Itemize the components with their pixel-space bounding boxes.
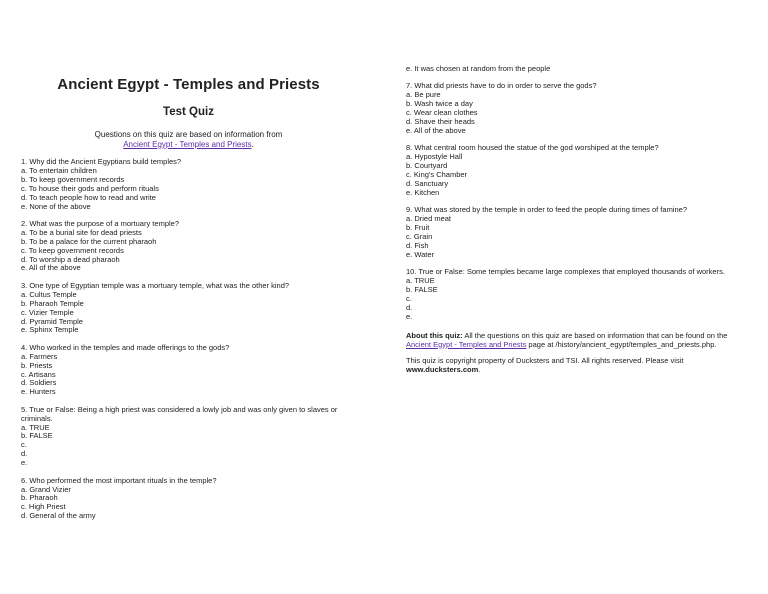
answer-option: e. Water (406, 249, 435, 259)
answer-option: d. General of the army (21, 511, 96, 521)
question-text: 5. True or False: Being a high priest was considered a lowly job and was only given to slaves or criminals. (21, 404, 340, 423)
answer-option: d. To worship a dead pharaoh (21, 254, 120, 264)
answer-option: a. Grand Vizier (21, 484, 71, 494)
answer-option: d. (406, 302, 413, 312)
answer-option: a. Be pure (406, 90, 441, 100)
answer-option: b. Pharaoh (21, 493, 58, 503)
answer-option: a. Farmers (21, 351, 58, 361)
question-block (21, 282, 356, 335)
question-text: 7. What did priests have to do in order to serve the gods? (406, 81, 597, 91)
answer-option: d. Pyramid Temple (21, 316, 83, 326)
intro-link[interactable]: Ancient Egypt - Temples and Priests (123, 140, 252, 149)
question-block (21, 477, 356, 522)
answer-option: c. King's Chamber (406, 170, 468, 180)
question-block (406, 268, 751, 321)
answer-option: b. Priests (21, 360, 53, 370)
answer-option: b. FALSE (406, 285, 438, 295)
question-text: 8. What central room housed the statue of the god worshiped at the temple? (406, 143, 659, 153)
answer-option: e. All of the above (406, 125, 466, 135)
answer-option: b. Fruit (406, 223, 430, 233)
about-quiz (406, 332, 751, 350)
answer-option: e. It was chosen at random from the people (406, 64, 551, 73)
question-block (406, 144, 751, 197)
copyright-suffix: . (478, 365, 481, 375)
answer-option: b. To keep government records (21, 174, 125, 184)
answer-option: b. FALSE (21, 431, 53, 441)
answer-option: e. (406, 311, 413, 321)
question-block (21, 344, 356, 397)
left-column (21, 76, 356, 530)
answer-option: c. Wear clean clothes (406, 108, 478, 118)
answer-option: e. Kitchen (406, 187, 440, 197)
answer-option: c. High Priest (21, 502, 66, 512)
question-block (21, 220, 356, 273)
about-label: About this quiz: (406, 330, 463, 340)
copyright-text: This quiz is copyright property of Ducksters and TSI. All rights reserved. Please visit (406, 356, 684, 366)
question-text: 9. What was stored by the temple in order to feed the people during times of famine? (406, 205, 687, 215)
answer-option: b. To be a palace for the current pharaoh (21, 236, 157, 246)
answer-option: c. To keep government records (21, 245, 124, 255)
answer-option: a. Cultus Temple (21, 289, 77, 299)
question-block (21, 158, 356, 211)
question-block (406, 206, 751, 259)
answer-option: a. To be a burial site for dead priests (21, 227, 142, 237)
answer-option: d. To teach people how to read and write (21, 192, 156, 202)
question-6-continued (406, 65, 751, 74)
answer-option: c. Artisans (21, 369, 56, 379)
question-text: 3. One type of Egyptian temple was a mortuary temple, what was the other kind? (21, 280, 290, 290)
question-text: 4. Who worked in the temples and made offerings to the gods? (21, 342, 230, 352)
answer-option: e. Hunters (21, 387, 56, 397)
answer-option: a. To entertain children (21, 165, 97, 175)
answer-option: d. Shave their heads (406, 117, 475, 127)
answer-option: e. All of the above (21, 263, 81, 273)
answer-option: a. TRUE (21, 422, 50, 432)
right-question-list (406, 82, 751, 321)
answer-option: a. TRUE (406, 276, 435, 286)
answer-option: c. Vizier Temple (21, 307, 74, 317)
question-text: 6. Who performed the most important rituals in the temple? (21, 475, 217, 485)
left-question-list (21, 158, 356, 521)
question-text: 1. Why did the Ancient Egyptians build temples? (21, 157, 182, 166)
intro-text: Questions on this quiz are based on information from (94, 130, 283, 139)
answer-option: b. Pharaoh Temple (21, 298, 84, 308)
answer-option: e. (21, 458, 28, 468)
copyright-notice (406, 357, 751, 375)
answer-option: d. Sanctuary (406, 178, 449, 188)
about-text: All the questions on this quiz are based on information that can be found on the (462, 330, 728, 340)
about-link[interactable]: Ancient Egypt - Temples and Priests (406, 339, 527, 349)
answer-option: a. Hypostyle Hall (406, 152, 463, 162)
intro-suffix: . (251, 140, 254, 149)
intro (21, 130, 356, 150)
answer-option: c. (21, 440, 27, 450)
answer-option: e. Sphinx Temple (21, 325, 79, 335)
question-block (406, 82, 751, 135)
question-block (21, 406, 356, 468)
answer-option: e. None of the above (21, 201, 91, 211)
answer-option: c. (406, 293, 412, 303)
question-text: 10. True or False: Some temples became large complexes that employed thousands of workers. (406, 267, 725, 277)
answer-option: c. Grain (406, 232, 433, 241)
page-title: Ancient Egypt - Temples and Priests (57, 76, 320, 93)
site-name: www.ducksters.com (406, 365, 479, 375)
answer-option: c. To house their gods and perform rituals (21, 183, 159, 193)
answer-option: d. (21, 449, 28, 459)
page-subtitle: Test Quiz (163, 106, 214, 118)
answer-option: b. Courtyard (406, 161, 448, 171)
about-path: page at /history/ancient_egypt/temples_and_priests.php. (526, 339, 717, 349)
answer-option: b. Wash twice a day (406, 99, 473, 109)
answer-option: a. Dried meat (406, 214, 452, 224)
answer-option: d. Fish (406, 240, 429, 250)
answer-option: d. Soldiers (21, 378, 57, 388)
right-column (406, 65, 751, 375)
question-text: 2. What was the purpose of a mortuary temple? (21, 218, 179, 228)
